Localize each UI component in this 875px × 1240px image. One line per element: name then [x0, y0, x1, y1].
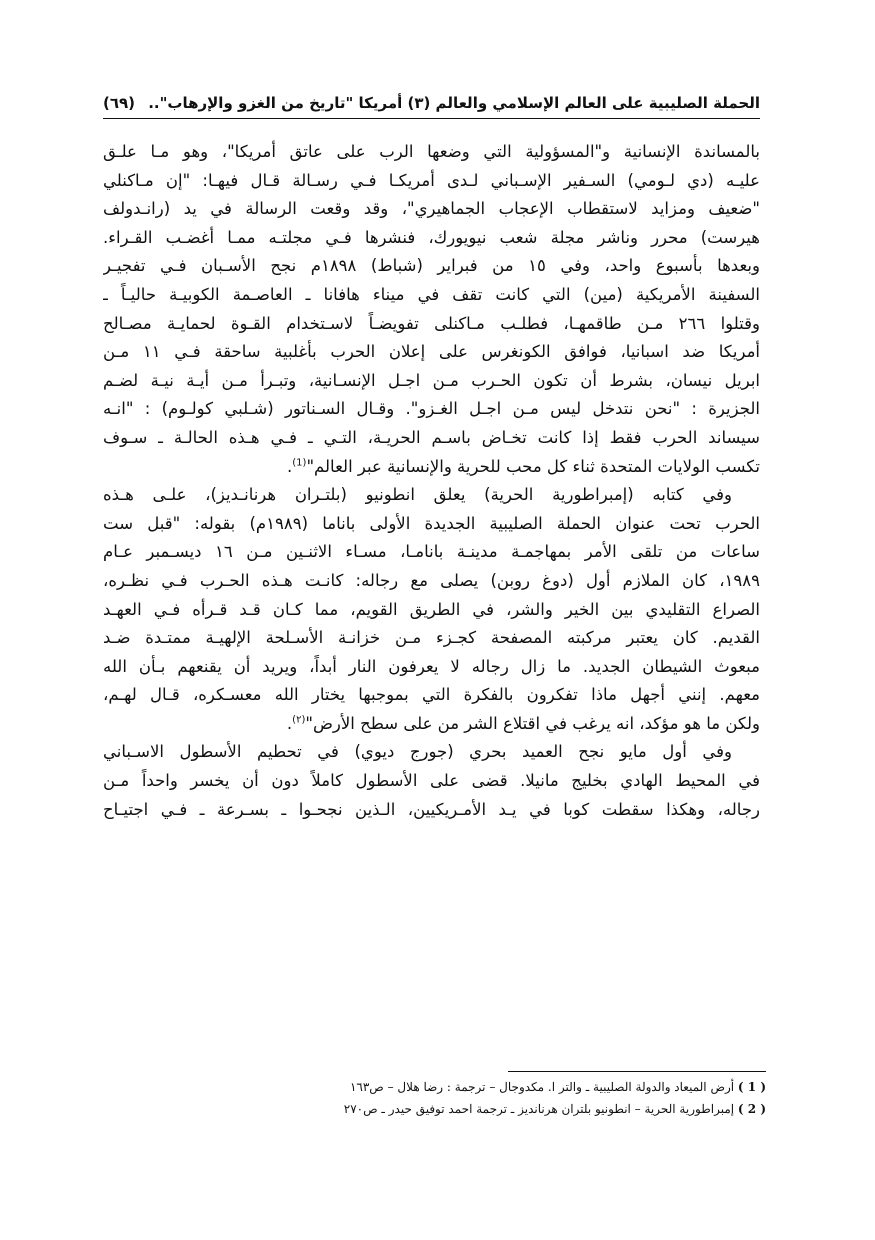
paragraph-1 — [103, 138, 760, 481]
text-line: ساعات من تلقى الأمر بمهاجمـة مدينـة بانامـا، مسـاء الاثنـين مـن ١٦ ديسـمبر عـام — [103, 542, 760, 562]
paragraph-2 — [103, 481, 760, 738]
text-line: عليـه (دي لـومي) السـفير الإسـباني لـدى أمريكـا فـي رسـالة قـال فيهـا: "إن مـاكنلي — [103, 170, 760, 190]
line-end: . — [287, 456, 293, 476]
footnote-2 — [200, 1098, 766, 1120]
footnotes — [200, 1076, 766, 1120]
paragraph-3 — [103, 738, 760, 824]
text-line-last — [103, 710, 760, 738]
text-line: وبعدها بأسبوع واحد، وفي ١٥ من فبراير (شباط) ١٨٩٨م نجح الأسـبان فـي تفجيـر — [103, 256, 760, 276]
text-line: وقتلوا ٢٦٦ مـن طاقمهـا، فطلـب مـاكنلى تفويضـاً لاسـتخدام القـوة لحمايـة مصـالح — [103, 313, 760, 333]
text-line: الجزيرة : "نحن نتدخل ليس مـن اجـل الغـزو". وقـال السـناتور (شـلبي كولـوم) : "انـه — [103, 399, 760, 419]
text-line: معهم. إنني أجهل ماذا تفكرون بالفكرة التي بموجبها يختار الله معسـكره، قـال لهـم، — [103, 685, 760, 705]
line-end: . — [286, 713, 293, 733]
text-line: وفي كتابه (إمبراطورية الحرية) يعلق انطونيو (بلتـران هرنانـديز)، علـى هـذه — [103, 485, 732, 505]
footnote-ref-1[interactable]: (1) — [292, 457, 307, 469]
footnote-1 — [200, 1076, 766, 1098]
text-line: السفينة الأمريكية (مين) التي كانت تقف في ميناء هافانا ـ العاصـمة الكوبيـة حاليـاً ـ — [103, 284, 760, 304]
text-line: أمريكا ضد اسبانيا، فوافق الكونغرس على إعلان الحرب بأغلبية ساحقة فـي ١١ مـن — [103, 342, 760, 362]
text-line: ابريل نيسان، بشرط أن تكون الحـرب مـن اجـل الإنسـانية، وتبـرأ مـن أيـة نيـة لضـم — [103, 370, 760, 390]
running-header — [103, 88, 760, 119]
text-line: مبعوث الشيطان الجديد. ما زال رجاله لا يعرفون النار أبداً، ويريد أن يقنعهم بـأن الله — [103, 656, 760, 676]
header-title: الحملة الصليبية على العالم الإسلامي والعالم (٣) أمريكا "تاريخ من الغزو والإرهاب".. — [148, 94, 760, 112]
footnote-text: إمبراطورية الحرية – انطونيو بلتران هرنانديز ـ ترجمة احمد توفيق حيدر ـ ص٢٧٠ — [343, 1102, 735, 1116]
text-line: في المحيط الهادي بخليج مانيلا. قضى على الأسطول كاملاً دون أن يخسر واحداً مـن — [103, 771, 760, 791]
line-text: ولكن ما هو مؤكد، انه يرغب في اقتلاع الشر من على سطح الأرض" — [305, 713, 760, 733]
body-text — [103, 138, 760, 824]
text-line: القديم. كان يعتبر مركبته المصفحة كجـزء مـن خزانـة الأسـلحة الإلهيـة ممتـدة ضـد — [103, 628, 760, 648]
text-line: رجاله، وهكذا سقطت كوبا في يـد الأمـريكيين، الـذين نجحـوا ـ بسـرعة ـ فـي اجتيـاح — [103, 799, 760, 819]
text-line: الحرب تحت عنوان الحملة الصليبية الجديدة الأولى باناما (١٩٨٩م) بقوله: "قبل ست — [103, 513, 760, 533]
text-line: "ضعيف ومزايد لاستقطاب الإعجاب الجماهيري"، وقد وقعت الرسالة في يد (رانـدولف — [103, 199, 760, 219]
footnote-number: ( 2 ) — [737, 1102, 766, 1116]
text-line: ١٩٨٩، كان الملازم أول (دوغ روبن) يصلى مع رجاله: كانـت هـذه الحـرب فـي نظـره، — [103, 570, 760, 590]
text-line: وفي أول مايو نجح العميد بحري (جورج ديوي) في تحطيم الأسطول الاسـباني — [103, 742, 732, 762]
text-line-last — [103, 453, 760, 481]
text-line: سيساند الحرب فقط إذا كانت تخـاض باسـم الحريـة، التـي ـ فـي هـذه الحالـة ـ سـوف — [103, 427, 760, 447]
line-text: تكسب الولايات المتحدة ثناء كل محب للحرية والإنسانية عبر العالم" — [306, 456, 760, 476]
text-line: بالمساندة الإنسانية و"المسؤولية التي وضعها الرب على عاتق أمريكا"، وهو مـا علـق — [103, 142, 760, 161]
footnote-text: أرض الميعاد والدولة الصليبية ـ والتر ا. مكدوجال – ترجمة : رضا هلال – ص١٦٣ — [349, 1080, 735, 1094]
text-line: هيرست) محرر وناشر مجلة شعب نيويورك، فنشرها فـي مجلتـه ممـا أغضـب القـراء. — [103, 227, 760, 247]
footnote-number: ( 1 ) — [737, 1080, 766, 1094]
footnote-ref-2[interactable]: (٢) — [292, 714, 306, 726]
text-line: الصراع التقليدي بين الخير والشر، في الطريق القويم، مما كـان قـد قـرأه فـي العهـد — [103, 599, 760, 619]
page-number: (٦٩) — [103, 94, 136, 112]
footnote-separator — [508, 1071, 766, 1072]
